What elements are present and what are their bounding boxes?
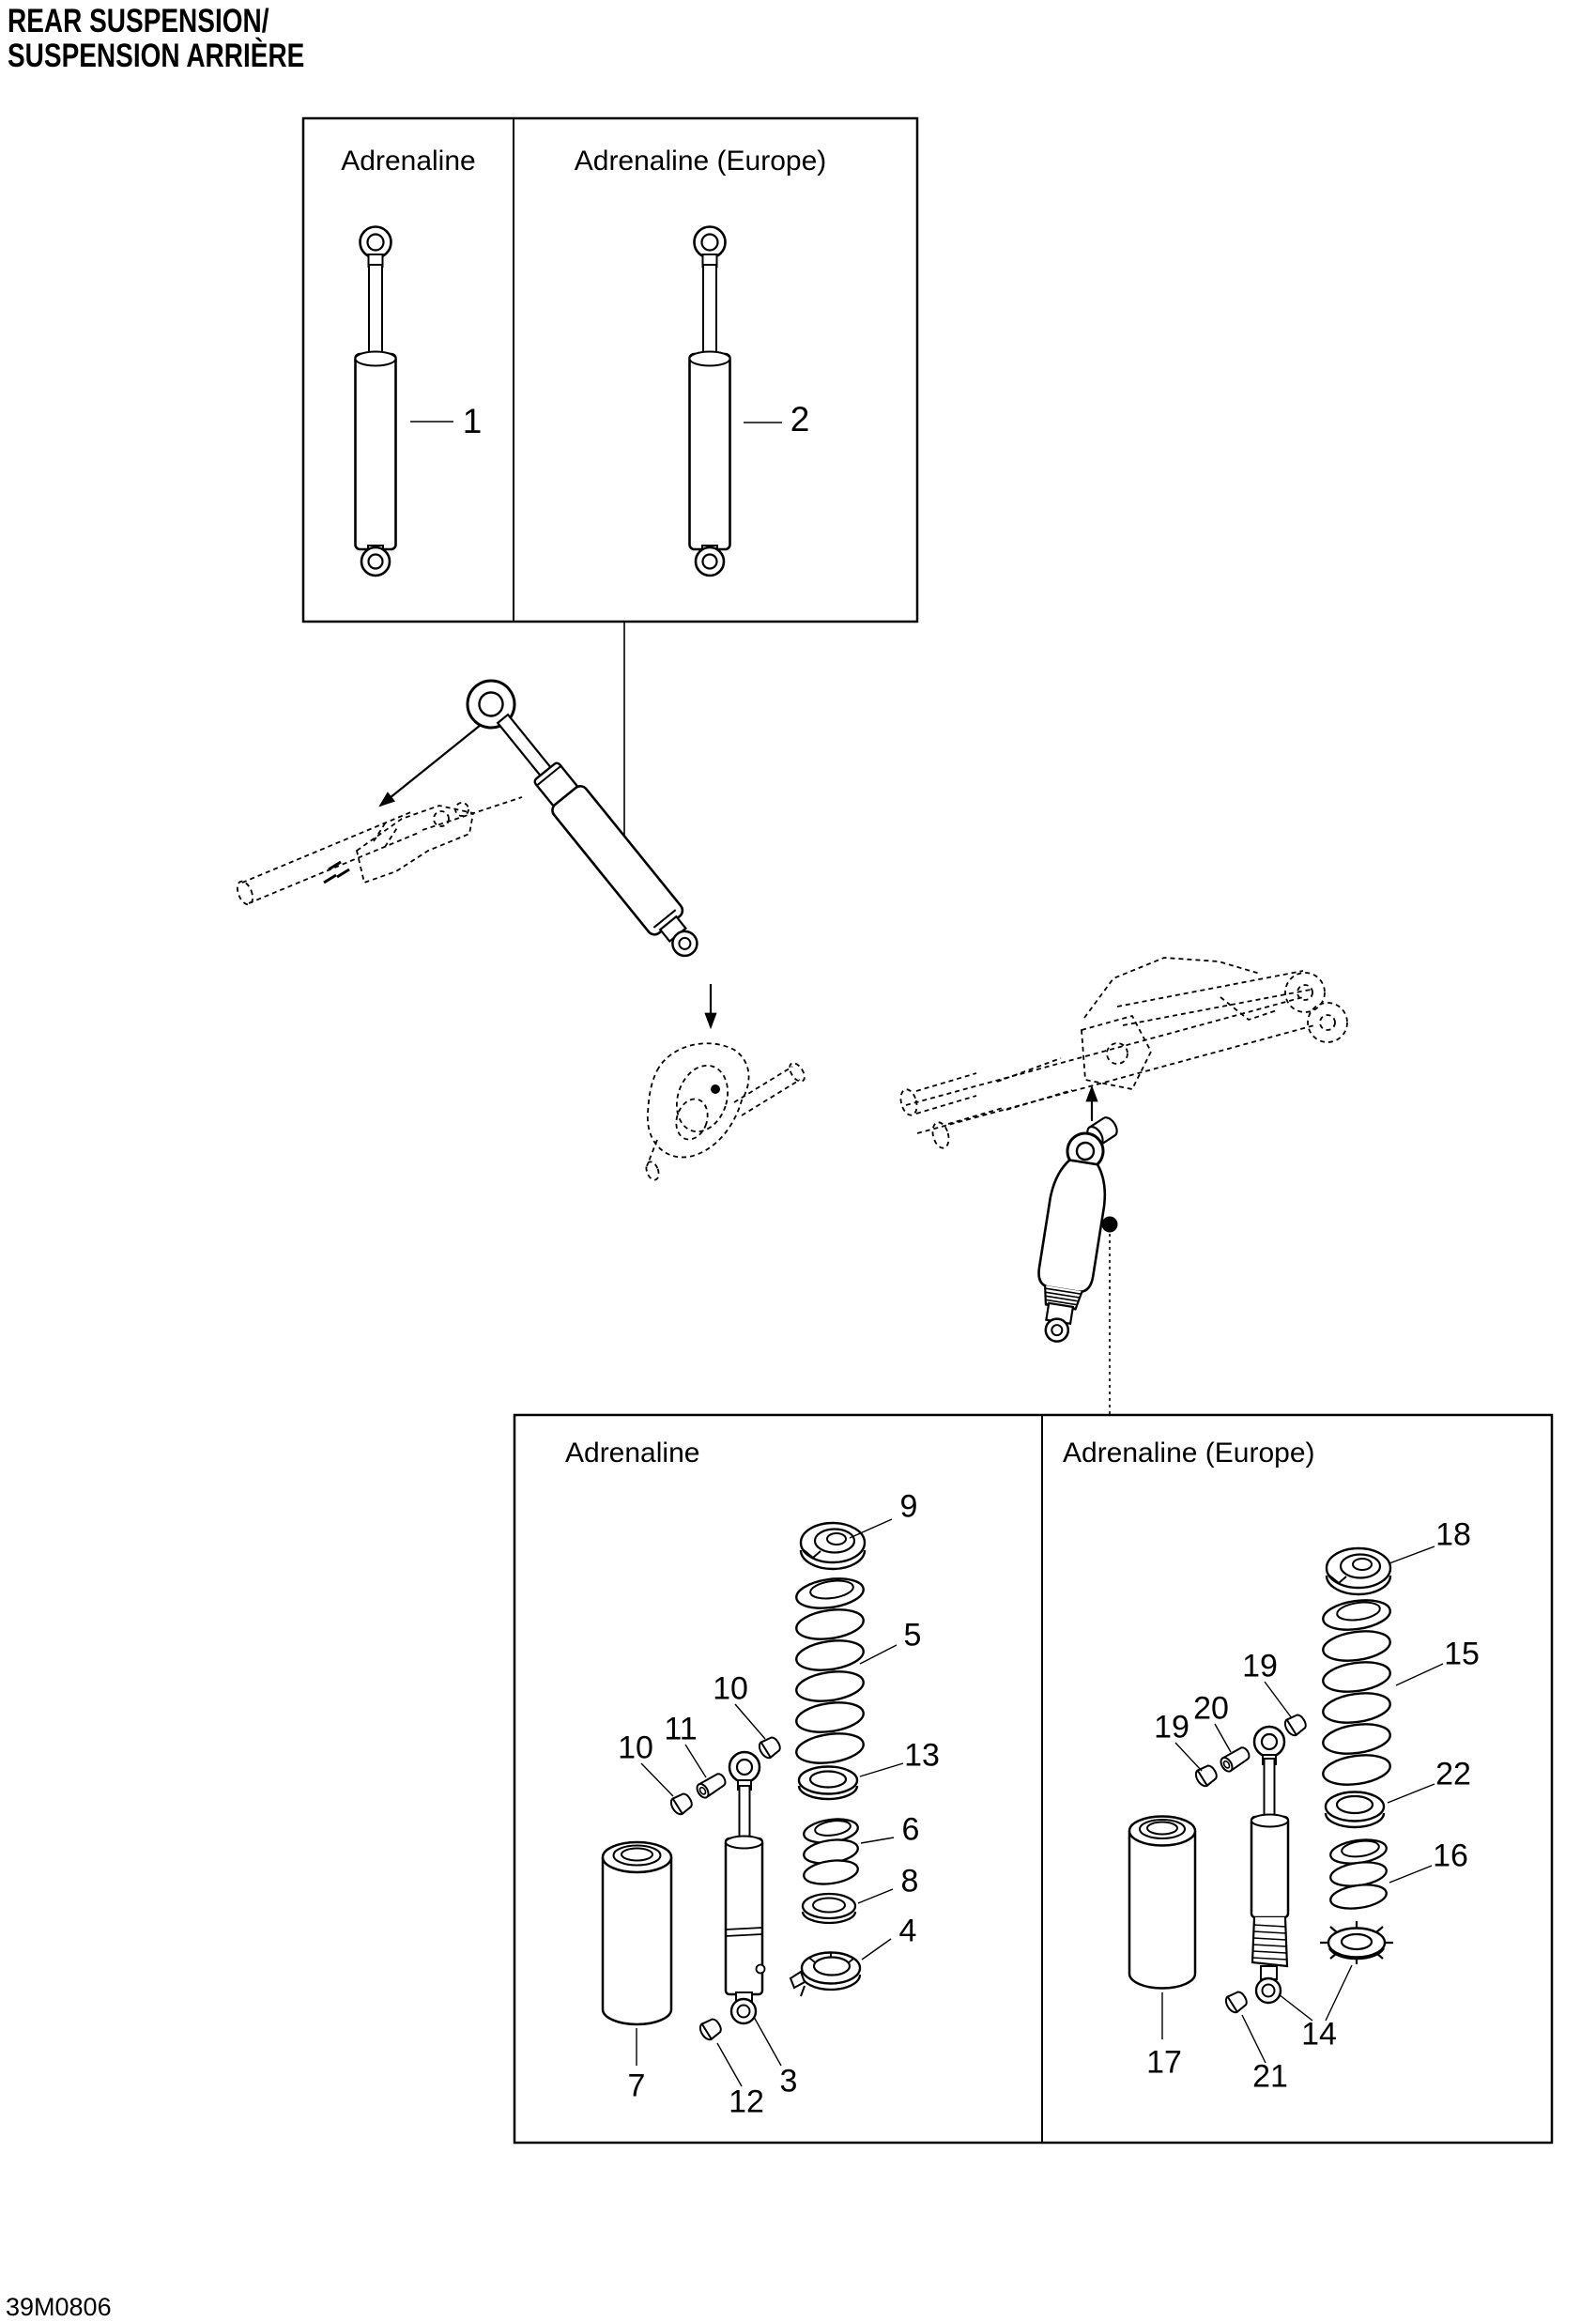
- spring-stopper-9: [801, 1523, 865, 1569]
- shock-absorber-3: [726, 1752, 765, 2023]
- callout-7: 7: [627, 2068, 646, 2104]
- page-title: [8, 4, 304, 73]
- top-box-left-panel-label: Adrenaline: [341, 146, 476, 177]
- callout-11: 11: [664, 1711, 698, 1747]
- callout-6: 6: [901, 1811, 920, 1848]
- callout-13: 13: [904, 1737, 940, 1774]
- bottom-comparison-box: [514, 1415, 1552, 2143]
- leader-lines-right-panel: [1162, 1546, 1443, 2063]
- page-title-line1: REAR SUSPENSION/: [8, 3, 269, 39]
- bushing-10-upper: [757, 1734, 783, 1760]
- callout-10-upper: 10: [713, 1670, 748, 1707]
- sleeve-7: [603, 1842, 671, 2024]
- cam-adjuster-4: [790, 1952, 860, 1996]
- frame-assembly-ghost: [898, 958, 1347, 1150]
- callout-19-upper: 19: [1242, 1648, 1278, 1684]
- pivot-assembly-ghost: [644, 1043, 807, 1181]
- callout-20: 20: [1193, 1690, 1229, 1727]
- rear-arm-assembly-ghost: [235, 797, 522, 907]
- shock-absorber-2: [690, 227, 730, 577]
- arrow-to-rear-arm: [380, 725, 481, 806]
- spring-stopper-18: [1327, 1548, 1390, 1594]
- pin-11: [695, 1771, 728, 1799]
- callout-15: 15: [1444, 1636, 1480, 1672]
- spring-16: [1329, 1837, 1389, 1912]
- callout-10-lower: 10: [618, 1730, 653, 1766]
- callout-8: 8: [900, 1863, 919, 1899]
- callout-5: 5: [903, 1617, 922, 1653]
- callout-22: 22: [1435, 1756, 1471, 1792]
- coil-spring-5: [794, 1575, 865, 1767]
- bushing-21: [1223, 1989, 1250, 2014]
- document-code: 39M0806: [6, 2293, 112, 2321]
- callout-19-lower: 19: [1154, 1709, 1189, 1745]
- callout-9: 9: [899, 1488, 918, 1525]
- callout-16: 16: [1433, 1838, 1468, 1874]
- top-box-right-panel-label: Adrenaline (Europe): [574, 146, 827, 177]
- callout-18: 18: [1435, 1516, 1471, 1553]
- callout-17: 17: [1146, 2044, 1182, 2081]
- bushing-19-upper: [1282, 1712, 1309, 1737]
- page-title-line2: SUSPENSION ARRIÈRE: [8, 38, 305, 74]
- callout-2: 2: [790, 400, 810, 438]
- shock-absorber-1: [356, 227, 396, 577]
- callout-12: 12: [729, 2084, 764, 2120]
- coil-spring-15: [1321, 1596, 1391, 1789]
- callout-21: 21: [1252, 2058, 1288, 2095]
- sleeve-17: [1129, 1817, 1195, 1989]
- pin-20: [1219, 1745, 1251, 1773]
- spring-seat-13: [799, 1767, 857, 1800]
- shock-absorber-europe: [1251, 1727, 1288, 2003]
- exploded-shock-left: [458, 671, 711, 968]
- spring-6: [803, 1816, 860, 1887]
- callout-14: 14: [1301, 2016, 1337, 2053]
- callout-3: 3: [779, 2063, 798, 2099]
- washer-22: [1326, 1792, 1384, 1828]
- callout-4: 4: [898, 1913, 917, 1949]
- washer-8: [803, 1894, 855, 1923]
- connector-line-right: [1102, 1217, 1118, 1415]
- bushing-12: [698, 2016, 724, 2041]
- callout-1: 1: [462, 402, 483, 440]
- bottom-box-left-panel-label: Adrenaline: [565, 1438, 700, 1469]
- lock-nut-14: [1320, 1921, 1393, 1964]
- bottom-box-right-panel-label: Adrenaline (Europe): [1063, 1438, 1315, 1469]
